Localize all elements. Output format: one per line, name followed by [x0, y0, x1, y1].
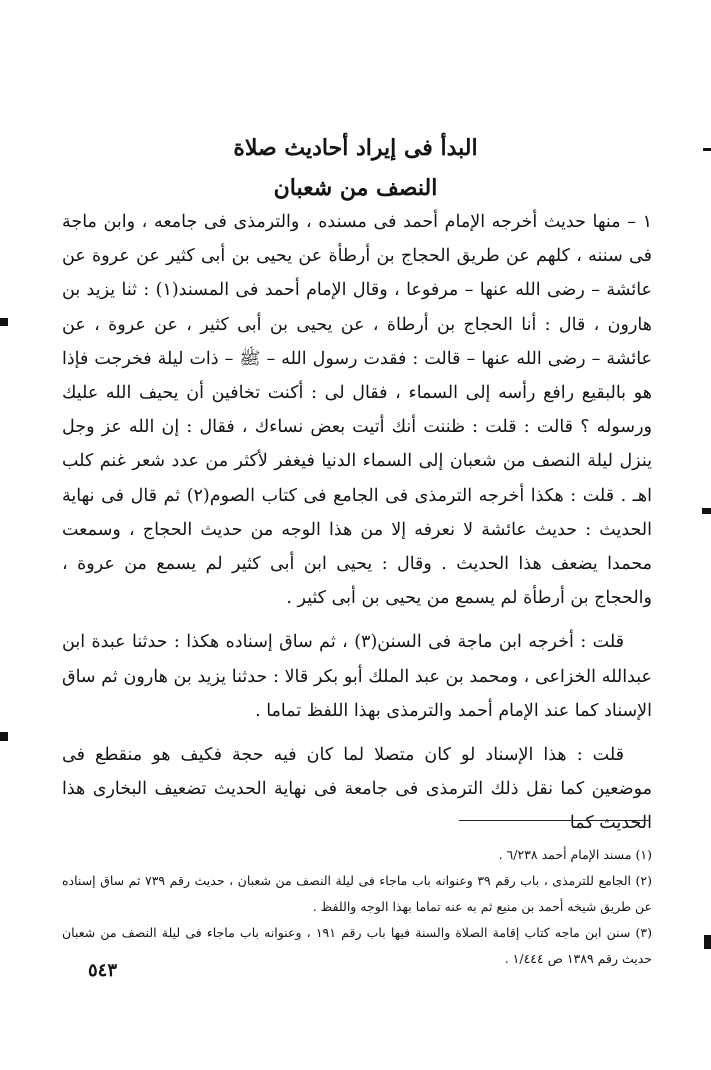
margin-mark [704, 935, 711, 949]
paragraph-1: ١ – منها حديث أخرجه الإمام أحمد فى مسنده ، والترمذى فى جامعه ، وابن ماجة فى سننه ، كلهم عن طريق الحجاج بن أرطأة عن يحيى بن أبى كثير عن عروة عن عائشة – رضى الله عنها – مرفوعا ، وقال الإمام أحمد فى المسند(١) : ثنا يزيد بن هارون ، قال : أنا الحجاج بن أرطاة ، عن يحيى بن أبى كثير ، عن عروة ، عن عائشة – رضى الله عنها – قالت : فقدت رسول الله – ﷺ – ذات ليلة فخرجت فإذا هو بالبقيع رافع رأسه إلى السماء ، فقال لى : أكنت تخافين أن يحيف الله عليك ورسوله ؟ قالت : قلت : ظننت أنك أتيت بعض نساءك ، فقال : إن الله عز وجل ينزل ليلة النصف من شعبان إلى السماء الدنيا فيغفر لأكثر من عدد شعر غنم كلب اهـ . قلت : هكذا أخرجه الترمذى فى الجامع فى كتاب الصوم(٢) ثم قال فى نهاية الحديث : حديث عائشة لا نعرفه إلا من هذا الوجه من حديث الحجاج ، وسمعت محمدا يضعف هذا الحديث . وقال : يحيى ابن أبى كثير لم يسمع من عروة ، والحجاج بن أرطأة لم يسمع من يحيى بن أبى كثير . [62, 212, 652, 609]
chapter-heading [0, 128, 711, 208]
paragraph-2: قلت : أخرجه ابن ماجة فى السنن(٣) ، ثم ساق إسناده هكذا : حدثنا عبدة ابن عبدالله الخزاعى ، ومحمد بن عبد الملك أبو بكر قالا : حدثنا يزيد بن هارون ثم ساق الإسناد كما عند الإمام أحمد والترمذى بهذا اللفظ تماما . [62, 632, 652, 721]
paragraph-3: قلت : هذا الإسناد لو كان متصلا لما كان فيه حجة فكيف هو منقطع فى موضعين كما نقل ذلك الترمذى فى جامعة فى نهاية الحديث تضعيف البخارى هذا الحديث كما [62, 745, 652, 834]
footnote-2: (٢) الجامع للترمذى ، باب رقم ٣٩ وعنوانه باب ماجاء فى ليلة النصف من شعبان ، حديث رقم ٧٣٩ ثم ساق إسناده عن طريق شيخه أحمد بن منيع ثم به عنه تماما بهذا الوجه واللفظ . [62, 873, 652, 914]
heading-line-2: النصف من شعبان [273, 175, 438, 201]
margin-mark [703, 148, 711, 151]
margin-mark [0, 732, 8, 741]
main-text [62, 205, 652, 851]
heading-line-1: البدأ فى إيراد أحاديث صلاة [233, 135, 478, 161]
footnote-3: (٣) سنن ابن ماجه كتاب إقامة الصلاة والسنة فيها باب رقم ١٩١ ، وعنوانه باب ماجاء فى ليلة النصف من شعبان حديث رقم ١٣٨٩ ص ١/٤٤٤ . [62, 925, 652, 966]
page-number: ٥٤٣ [88, 960, 118, 981]
footnotes [62, 842, 652, 972]
margin-mark [702, 508, 711, 514]
margin-mark [0, 318, 8, 326]
footnote-1: (١) مسند الإمام أحمد ٦/٢٣٨ . [498, 847, 652, 862]
footnote-divider [459, 820, 649, 821]
